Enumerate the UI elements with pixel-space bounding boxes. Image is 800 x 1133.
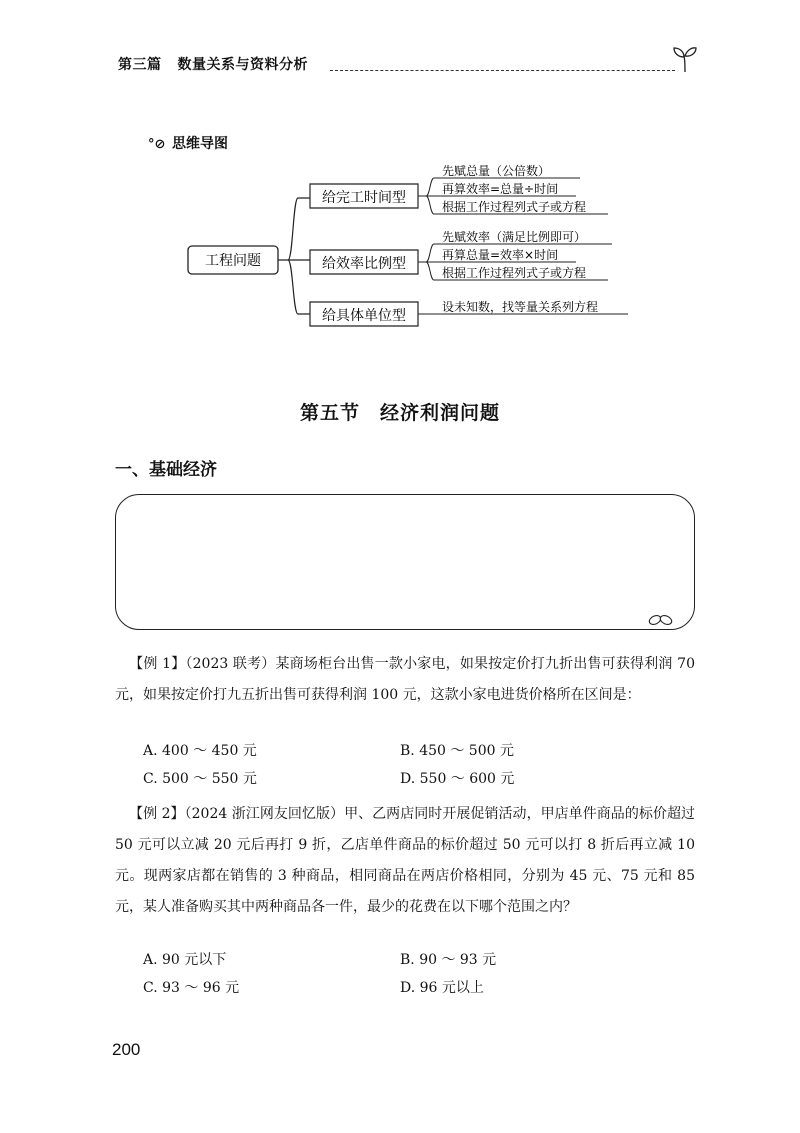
- subsection-title: 一、基础经济: [115, 460, 217, 480]
- header-part: 第三篇: [118, 57, 162, 73]
- example-text: （2024 浙江网友回忆版）甲、乙两店同时开展促销活动，甲店单件商品的标价超过 50 元可以立减 20 元后再打 9 折，乙店单件商品的标价超过 50 元可以打 8 折后再立减 10 元。现两家店都在销售的 3 种商品，相同商品在两店价格相同，分别为 45 元、75 元和 85 元，某人准备购买其中两种商品各一件，最少的花费在以下哪个范围之内？: [115, 806, 695, 915]
- leaf-text: 再算总量=效率×时间: [442, 248, 559, 262]
- leaf-text: 先赋总量（公倍数）: [442, 164, 551, 178]
- branch-connectors: [418, 244, 438, 280]
- option-c: C. 500 ～ 550 元: [143, 771, 257, 787]
- header-rule: [330, 70, 675, 71]
- mindmap-title-text: 思维导图: [172, 136, 228, 152]
- leaf-icon: [648, 612, 674, 628]
- example-tag: 【例 2】: [129, 806, 185, 822]
- option-a: A. 400 ～ 450 元: [143, 743, 257, 759]
- option-d: D. 550 ～ 600 元: [400, 771, 515, 787]
- example-tag: 【例 1】: [129, 656, 186, 672]
- option-d: D. 96 元以上: [400, 980, 484, 996]
- leaf-text: 根据工作过程列式子或方程: [442, 266, 587, 280]
- example-1: [115, 649, 695, 711]
- running-header: [118, 54, 308, 74]
- leaf-text: 根据工作过程列式子或方程: [442, 200, 587, 214]
- example-2: [115, 799, 695, 923]
- leaf-text: 再算效率=总量÷时间: [442, 182, 559, 196]
- branch-connectors: [418, 178, 438, 214]
- sprout-icon: [672, 44, 698, 74]
- header-title: 数量关系与资料分析: [177, 57, 308, 73]
- option-b: B. 90 ～ 93 元: [400, 952, 497, 968]
- mindmap-root-connectors: [278, 198, 310, 314]
- leaf-text: 设未知数，找等量关系列方程: [442, 300, 599, 314]
- branch-label: 给完工时间型: [322, 190, 406, 206]
- mindmap-diagram: [180, 150, 640, 340]
- branch-label: 给具体单位型: [322, 308, 406, 324]
- option-b: B. 450 ～ 500 元: [400, 743, 514, 759]
- mindmap-root: 工程问题: [205, 253, 261, 269]
- example-text: （2023 联考）某商场柜台出售一款小家电，如果按定价打九折出售可获得利润 70 元，如果按定价打九五折出售可获得利润 100 元，这款小家电进货价格所在区间是：: [115, 656, 695, 703]
- note-box: [115, 494, 695, 630]
- option-c: C. 93 ～ 96 元: [143, 980, 240, 996]
- page-number: 200: [112, 1040, 141, 1059]
- section-title: 第五节 经济利润问题: [299, 402, 500, 424]
- option-a: A. 90 元以下: [143, 952, 227, 968]
- branch-label: 给效率比例型: [322, 256, 406, 272]
- leaf-icon: °⊘: [148, 137, 166, 152]
- leaf-text: 先赋效率（满足比例即可）: [442, 230, 587, 244]
